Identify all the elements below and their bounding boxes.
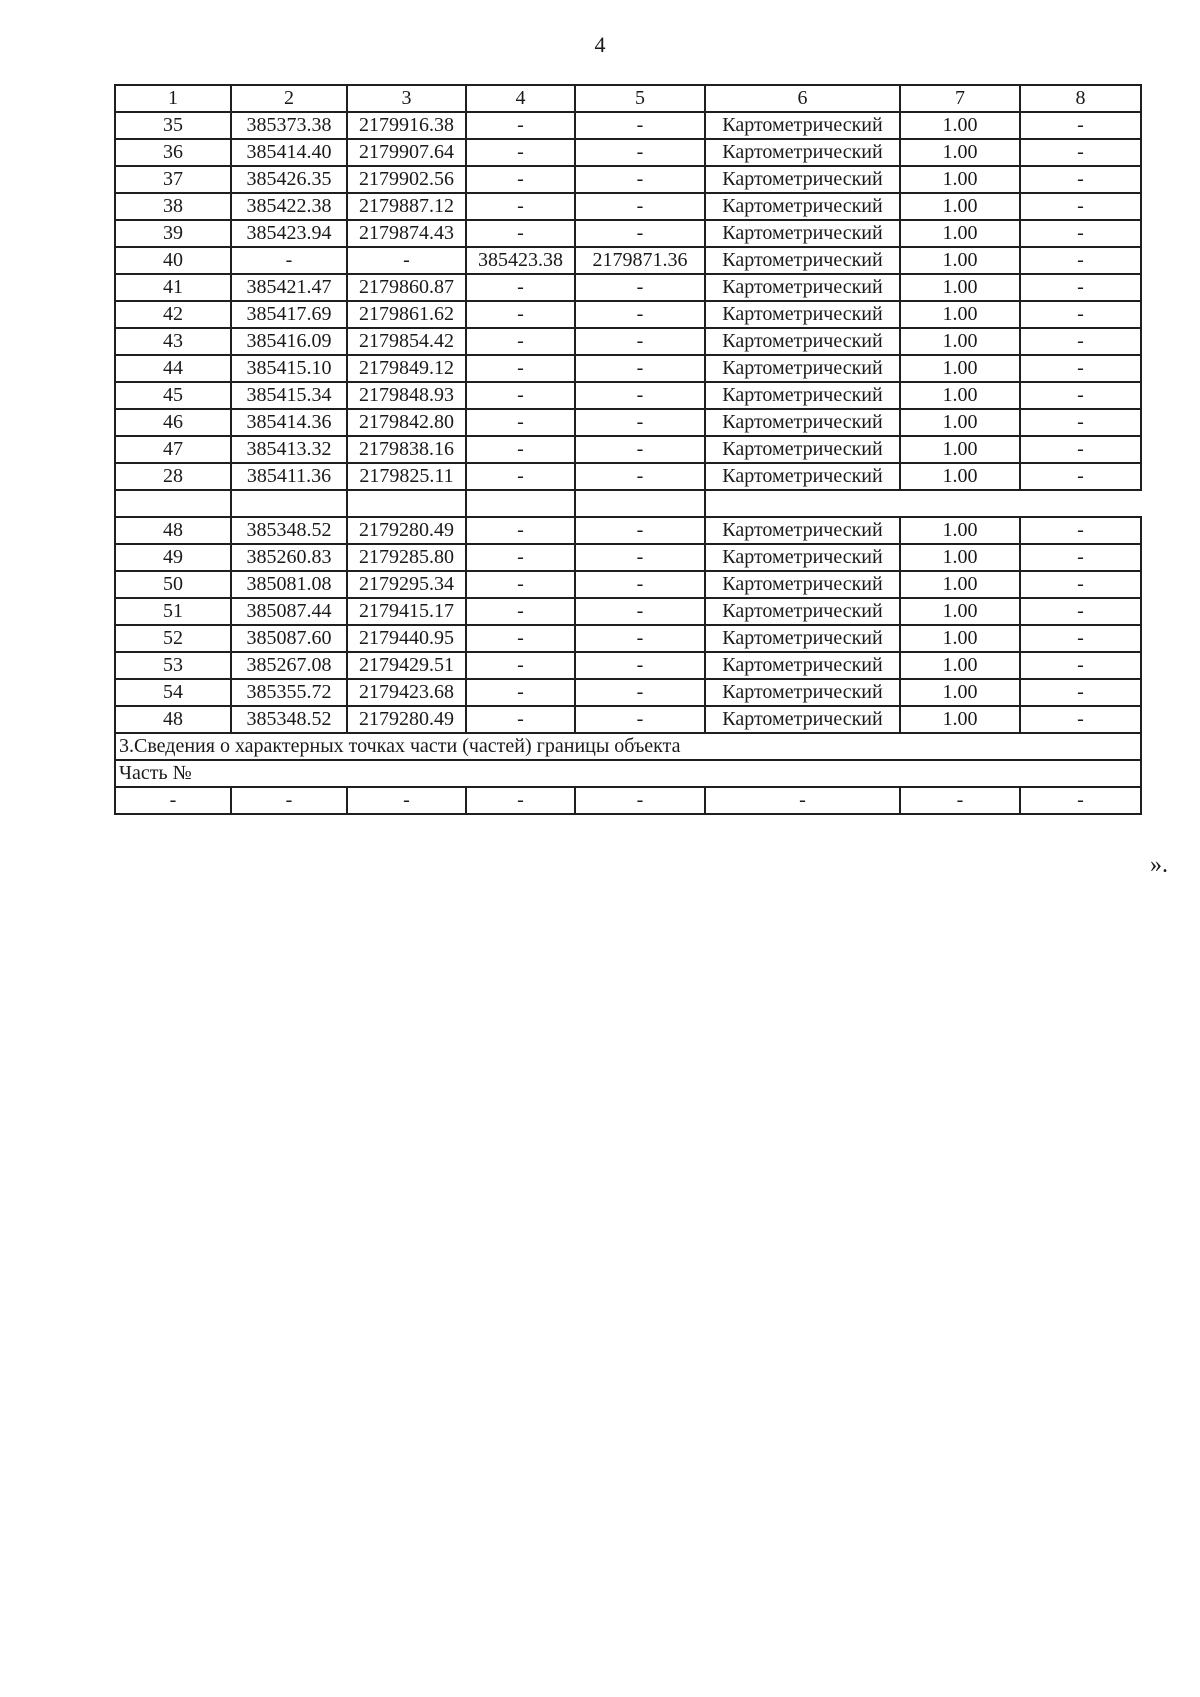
table-cell-col-2: 385413.32 bbox=[231, 436, 347, 463]
table-cell-col-7: 1.00 bbox=[900, 355, 1020, 382]
table-cell-col-6: Картометрический bbox=[705, 706, 900, 733]
part-cell-col-6: - bbox=[705, 787, 900, 814]
table-cell-col-4: - bbox=[466, 328, 575, 355]
table-cell-col-7: 1.00 bbox=[900, 571, 1020, 598]
empty-cell bbox=[115, 490, 231, 517]
table-cell-col-5: - bbox=[575, 544, 705, 571]
table-cell-col-6: Картометрический bbox=[705, 598, 900, 625]
table-cell-col-6: Картометрический bbox=[705, 139, 900, 166]
table-cell-col-4: - bbox=[466, 166, 575, 193]
table-cell-col-2: 385421.47 bbox=[231, 274, 347, 301]
table-cell-col-3: 2179280.49 bbox=[347, 517, 466, 544]
table-cell-col-3: 2179854.42 bbox=[347, 328, 466, 355]
part-cell-col-5: - bbox=[575, 787, 705, 814]
table-cell-col-1: 40 bbox=[115, 247, 231, 274]
table-cell-col-1: 28 bbox=[115, 463, 231, 490]
table-cell-col-8: - bbox=[1020, 625, 1141, 652]
table-cell-col-7: 1.00 bbox=[900, 139, 1020, 166]
table-cell-col-2: 385081.08 bbox=[231, 571, 347, 598]
table-cell-col-5: - bbox=[575, 382, 705, 409]
table-cell-col-2: 385416.09 bbox=[231, 328, 347, 355]
table-cell-col-1: 53 bbox=[115, 652, 231, 679]
table-cell-col-5: - bbox=[575, 463, 705, 490]
table-cell-col-7: 1.00 bbox=[900, 220, 1020, 247]
table-cell-col-1: 38 bbox=[115, 193, 231, 220]
part-cell-col-4: - bbox=[466, 787, 575, 814]
table-cell-col-2: 385087.60 bbox=[231, 625, 347, 652]
table-cell-col-1: 50 bbox=[115, 571, 231, 598]
table-cell-col-6: Картометрический bbox=[705, 679, 900, 706]
table-cell-col-3: 2179916.38 bbox=[347, 112, 466, 139]
coordinates-table bbox=[114, 84, 1142, 815]
table-row bbox=[115, 463, 1141, 490]
header-cell-col-7: 7 bbox=[900, 85, 1020, 112]
table-cell-col-6: Картометрический bbox=[705, 193, 900, 220]
table-cell-col-3: 2179429.51 bbox=[347, 652, 466, 679]
table-cell-col-3: 2179285.80 bbox=[347, 544, 466, 571]
table-cell-col-8: - bbox=[1020, 409, 1141, 436]
table-cell-col-8: - bbox=[1020, 166, 1141, 193]
table-cell-col-4: - bbox=[466, 571, 575, 598]
table-cell-col-2: 385422.38 bbox=[231, 193, 347, 220]
table-row bbox=[115, 571, 1141, 598]
part-cell-col-2: - bbox=[231, 787, 347, 814]
table-cell-col-1: 48 bbox=[115, 517, 231, 544]
table-cell-col-3: 2179295.34 bbox=[347, 571, 466, 598]
table-cell-col-5: - bbox=[575, 598, 705, 625]
table-cell-col-3: 2179440.95 bbox=[347, 625, 466, 652]
table-cell-col-6: Картометрический bbox=[705, 571, 900, 598]
table-cell-col-6: Картометрический bbox=[705, 517, 900, 544]
header-cell-col-6: 6 bbox=[705, 85, 900, 112]
table-cell-col-6: Картометрический bbox=[705, 463, 900, 490]
table-cell-col-6: Картометрический bbox=[705, 409, 900, 436]
header-cell-col-8: 8 bbox=[1020, 85, 1141, 112]
table-cell-col-1: 44 bbox=[115, 355, 231, 382]
table-cell-col-8: - bbox=[1020, 274, 1141, 301]
empty-cell bbox=[231, 490, 347, 517]
table-cell-col-4: - bbox=[466, 355, 575, 382]
table-cell-col-2: 385411.36 bbox=[231, 463, 347, 490]
header-row bbox=[115, 85, 1141, 112]
table-cell-col-1: 47 bbox=[115, 436, 231, 463]
table-cell-col-7: 1.00 bbox=[900, 436, 1020, 463]
table-cell-col-7: 1.00 bbox=[900, 328, 1020, 355]
table-cell-col-7: 1.00 bbox=[900, 166, 1020, 193]
table-cell-col-4: - bbox=[466, 436, 575, 463]
table-cell-col-3: 2179874.43 bbox=[347, 220, 466, 247]
table-cell-col-5: - bbox=[575, 436, 705, 463]
table-row bbox=[115, 166, 1141, 193]
table-cell-col-8: - bbox=[1020, 571, 1141, 598]
table-cell-col-2: 385414.36 bbox=[231, 409, 347, 436]
table-cell-col-7: 1.00 bbox=[900, 706, 1020, 733]
section3-title-row-text: 3.Сведения о характерных точках части (частей) границы объекта bbox=[115, 733, 1141, 760]
table-cell-col-4: - bbox=[466, 517, 575, 544]
table-cell-col-3: 2179838.16 bbox=[347, 436, 466, 463]
table-cell-col-1: 45 bbox=[115, 382, 231, 409]
closing-quote: ». bbox=[1150, 852, 1168, 878]
table-cell-col-4: - bbox=[466, 652, 575, 679]
table-cell-col-7: 1.00 bbox=[900, 652, 1020, 679]
table-cell-col-2: 385348.52 bbox=[231, 517, 347, 544]
table-cell-col-5: - bbox=[575, 517, 705, 544]
table-cell-col-4: - bbox=[466, 679, 575, 706]
table-cell-col-3: 2179907.64 bbox=[347, 139, 466, 166]
part-row bbox=[115, 787, 1141, 814]
table-cell-col-8: - bbox=[1020, 544, 1141, 571]
table-cell-col-5: - bbox=[575, 706, 705, 733]
table-cell-col-8: - bbox=[1020, 247, 1141, 274]
table-cell-col-1: 48 bbox=[115, 706, 231, 733]
header-cell-col-2: 2 bbox=[231, 85, 347, 112]
table-row bbox=[115, 517, 1141, 544]
table-cell-col-3: 2179848.93 bbox=[347, 382, 466, 409]
part-label-row-text: Часть № bbox=[115, 760, 1141, 787]
table-row bbox=[115, 652, 1141, 679]
table-cell-col-4: - bbox=[466, 274, 575, 301]
table-cell-col-7: 1.00 bbox=[900, 679, 1020, 706]
table-cell-col-2: 385373.38 bbox=[231, 112, 347, 139]
table-row bbox=[115, 409, 1141, 436]
table-cell-col-6: Картометрический bbox=[705, 247, 900, 274]
table-cell-col-4: - bbox=[466, 544, 575, 571]
table-cell-col-4: - bbox=[466, 220, 575, 247]
table-cell-col-5: - bbox=[575, 193, 705, 220]
table-cell-col-8: - bbox=[1020, 436, 1141, 463]
table-cell-col-8: - bbox=[1020, 328, 1141, 355]
table-cell-col-3: 2179423.68 bbox=[347, 679, 466, 706]
empty-cell bbox=[347, 490, 466, 517]
part-cell-col-7: - bbox=[900, 787, 1020, 814]
table-cell-col-5: - bbox=[575, 274, 705, 301]
table-cell-col-2: 385355.72 bbox=[231, 679, 347, 706]
table-cell-col-5: - bbox=[575, 166, 705, 193]
table-cell-col-3: 2179861.62 bbox=[347, 301, 466, 328]
table-row bbox=[115, 220, 1141, 247]
table-cell-col-8: - bbox=[1020, 598, 1141, 625]
table-cell-col-2: 385260.83 bbox=[231, 544, 347, 571]
table-cell-col-4: - bbox=[466, 382, 575, 409]
table-cell-col-7: 1.00 bbox=[900, 409, 1020, 436]
table-cell-col-5: - bbox=[575, 625, 705, 652]
table-cell-col-2: 385417.69 bbox=[231, 301, 347, 328]
table-cell-col-3: - bbox=[347, 247, 466, 274]
table-cell-col-8: - bbox=[1020, 382, 1141, 409]
table-cell-col-2: 385415.10 bbox=[231, 355, 347, 382]
table-cell-col-6: Картометрический bbox=[705, 382, 900, 409]
table-cell-col-4: - bbox=[466, 112, 575, 139]
empty-cell bbox=[705, 490, 1141, 517]
table-cell-col-5: - bbox=[575, 139, 705, 166]
table-cell-col-4: - bbox=[466, 409, 575, 436]
table-cell-col-3: 2179280.49 bbox=[347, 706, 466, 733]
table-cell-col-6: Картометрический bbox=[705, 112, 900, 139]
header-cell-col-5: 5 bbox=[575, 85, 705, 112]
table-cell-col-1: 35 bbox=[115, 112, 231, 139]
table-cell-col-1: 42 bbox=[115, 301, 231, 328]
part-label-row bbox=[115, 760, 1141, 787]
table-cell-col-1: 36 bbox=[115, 139, 231, 166]
table-cell-col-2: 385414.40 bbox=[231, 139, 347, 166]
table-row bbox=[115, 436, 1141, 463]
empty-cell bbox=[466, 490, 575, 517]
table-cell-col-4: - bbox=[466, 139, 575, 166]
table-cell-col-1: 51 bbox=[115, 598, 231, 625]
empty-cell bbox=[575, 490, 705, 517]
table-cell-col-3: 2179860.87 bbox=[347, 274, 466, 301]
table-cell-col-8: - bbox=[1020, 193, 1141, 220]
table-row bbox=[115, 355, 1141, 382]
table-cell-col-1: 41 bbox=[115, 274, 231, 301]
table-cell-col-3: 2179415.17 bbox=[347, 598, 466, 625]
table-cell-col-4: - bbox=[466, 625, 575, 652]
table-cell-col-8: - bbox=[1020, 301, 1141, 328]
table-cell-col-3: 2179825.11 bbox=[347, 463, 466, 490]
table-cell-col-8: - bbox=[1020, 463, 1141, 490]
table-cell-col-5: - bbox=[575, 409, 705, 436]
table-cell-col-8: - bbox=[1020, 355, 1141, 382]
table-cell-col-7: 1.00 bbox=[900, 247, 1020, 274]
table-cell-col-4: - bbox=[466, 463, 575, 490]
table-cell-col-5: 2179871.36 bbox=[575, 247, 705, 274]
table-cell-col-6: Картометрический bbox=[705, 328, 900, 355]
table-cell-col-1: 52 bbox=[115, 625, 231, 652]
table-cell-col-8: - bbox=[1020, 652, 1141, 679]
table-cell-col-4: - bbox=[466, 706, 575, 733]
table-cell-col-3: 2179902.56 bbox=[347, 166, 466, 193]
table-row bbox=[115, 247, 1141, 274]
table-row bbox=[115, 679, 1141, 706]
contour-separator-row bbox=[115, 490, 1141, 517]
table-cell-col-6: Картометрический bbox=[705, 652, 900, 679]
table-cell-col-8: - bbox=[1020, 706, 1141, 733]
table-cell-col-2: 385423.94 bbox=[231, 220, 347, 247]
table-cell-col-6: Картометрический bbox=[705, 220, 900, 247]
table-cell-col-7: 1.00 bbox=[900, 544, 1020, 571]
table-cell-col-6: Картометрический bbox=[705, 625, 900, 652]
table-cell-col-8: - bbox=[1020, 220, 1141, 247]
part-cell-col-3: - bbox=[347, 787, 466, 814]
table-cell-col-1: 43 bbox=[115, 328, 231, 355]
table-cell-col-3: 2179842.80 bbox=[347, 409, 466, 436]
table-row bbox=[115, 274, 1141, 301]
table-cell-col-7: 1.00 bbox=[900, 274, 1020, 301]
table-cell-col-1: 49 bbox=[115, 544, 231, 571]
table-cell-col-6: Картометрический bbox=[705, 301, 900, 328]
table-cell-col-1: 39 bbox=[115, 220, 231, 247]
table-cell-col-4: - bbox=[466, 193, 575, 220]
table-cell-col-7: 1.00 bbox=[900, 112, 1020, 139]
table-cell-col-3: 2179849.12 bbox=[347, 355, 466, 382]
header-cell-col-1: 1 bbox=[115, 85, 231, 112]
table-cell-col-4: 385423.38 bbox=[466, 247, 575, 274]
part-cell-col-1: - bbox=[115, 787, 231, 814]
table-cell-col-6: Картометрический bbox=[705, 355, 900, 382]
table-cell-col-1: 37 bbox=[115, 166, 231, 193]
table-cell-col-6: Картометрический bbox=[705, 274, 900, 301]
table-cell-col-8: - bbox=[1020, 112, 1141, 139]
table-row bbox=[115, 625, 1141, 652]
table-cell-col-5: - bbox=[575, 679, 705, 706]
table-cell-col-5: - bbox=[575, 112, 705, 139]
table-cell-col-5: - bbox=[575, 220, 705, 247]
table-cell-col-7: 1.00 bbox=[900, 463, 1020, 490]
table-cell-col-8: - bbox=[1020, 139, 1141, 166]
table-row bbox=[115, 328, 1141, 355]
table-cell-col-2: 385267.08 bbox=[231, 652, 347, 679]
table-row bbox=[115, 382, 1141, 409]
section3-title-row bbox=[115, 733, 1141, 760]
table-cell-col-5: - bbox=[575, 301, 705, 328]
table-cell-col-7: 1.00 bbox=[900, 382, 1020, 409]
table-cell-col-3: 2179887.12 bbox=[347, 193, 466, 220]
table-cell-col-4: - bbox=[466, 598, 575, 625]
table-row bbox=[115, 598, 1141, 625]
page-number: 4 bbox=[594, 32, 606, 57]
table-cell-col-2: - bbox=[231, 247, 347, 274]
table-cell-col-8: - bbox=[1020, 517, 1141, 544]
table-cell-col-2: 385415.34 bbox=[231, 382, 347, 409]
table-cell-col-2: 385348.52 bbox=[231, 706, 347, 733]
table-cell-col-7: 1.00 bbox=[900, 193, 1020, 220]
table-row bbox=[115, 301, 1141, 328]
table-cell-col-6: Картометрический bbox=[705, 436, 900, 463]
table-row bbox=[115, 193, 1141, 220]
table-cell-col-2: 385426.35 bbox=[231, 166, 347, 193]
table-cell-col-6: Картометрический bbox=[705, 544, 900, 571]
header-cell-col-3: 3 bbox=[347, 85, 466, 112]
table-row bbox=[115, 544, 1141, 571]
table-cell-col-1: 46 bbox=[115, 409, 231, 436]
table-cell-col-2: 385087.44 bbox=[231, 598, 347, 625]
table-cell-col-8: - bbox=[1020, 679, 1141, 706]
table-cell-col-4: - bbox=[466, 301, 575, 328]
coordinates-table-body bbox=[115, 85, 1141, 814]
table-cell-col-5: - bbox=[575, 328, 705, 355]
table-cell-col-5: - bbox=[575, 571, 705, 598]
header-cell-col-4: 4 bbox=[466, 85, 575, 112]
table-cell-col-5: - bbox=[575, 652, 705, 679]
table-cell-col-7: 1.00 bbox=[900, 625, 1020, 652]
table-row bbox=[115, 112, 1141, 139]
table-row bbox=[115, 139, 1141, 166]
part-cell-col-8: - bbox=[1020, 787, 1141, 814]
table-cell-col-7: 1.00 bbox=[900, 301, 1020, 328]
table-cell-col-1: 54 bbox=[115, 679, 231, 706]
table-row bbox=[115, 706, 1141, 733]
table-cell-col-7: 1.00 bbox=[900, 598, 1020, 625]
table-cell-col-5: - bbox=[575, 355, 705, 382]
table-cell-col-7: 1.00 bbox=[900, 517, 1020, 544]
table-cell-col-6: Картометрический bbox=[705, 166, 900, 193]
